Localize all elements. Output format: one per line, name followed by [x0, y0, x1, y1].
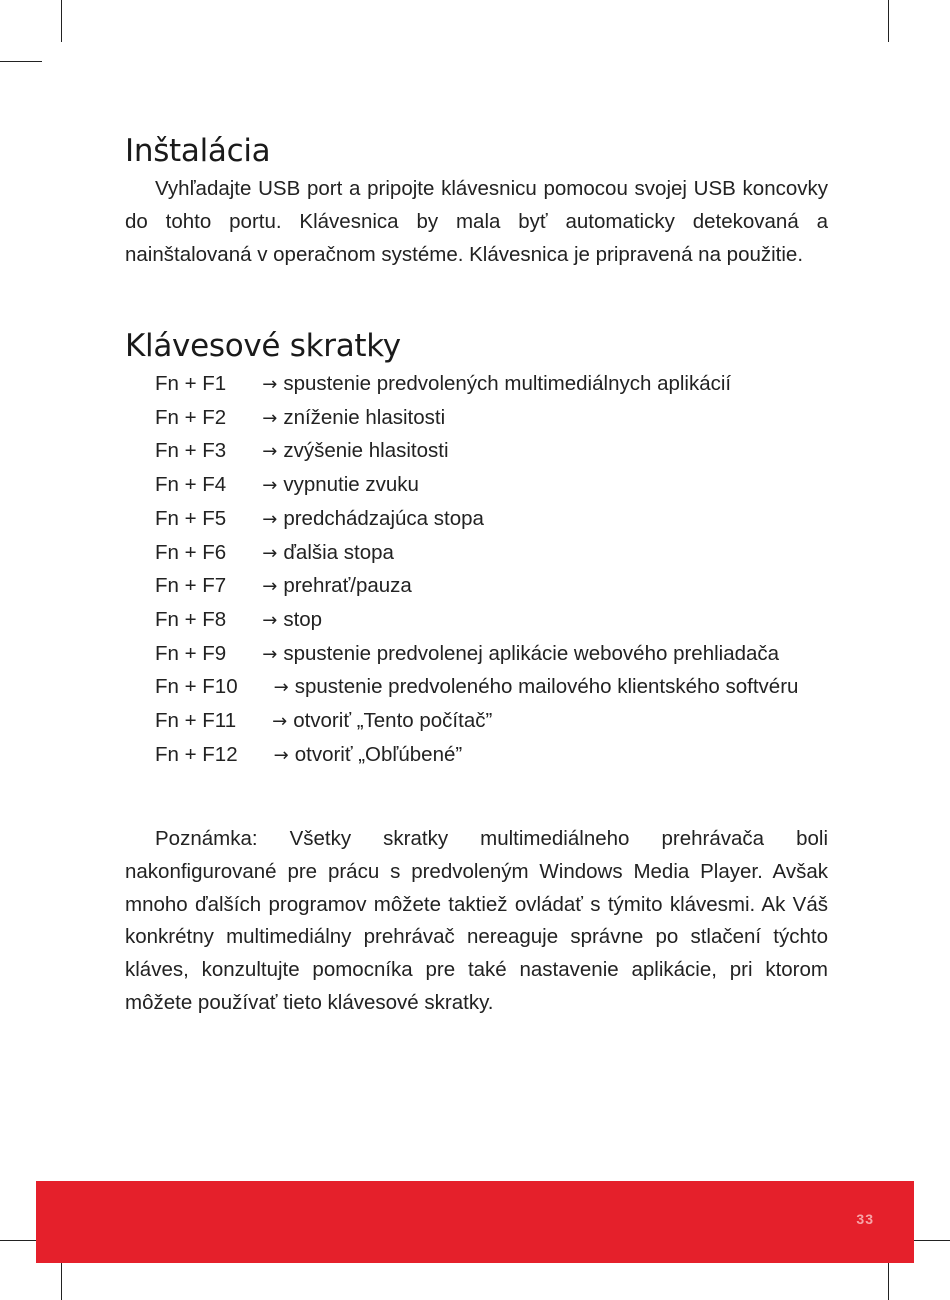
installation-heading: Inštalácia: [125, 133, 271, 169]
shortcut-action: otvoriť „Tento počítač”: [293, 709, 493, 733]
shortcut-keys: Fn + F1: [155, 372, 227, 395]
shortcut-action: predchádzajúca stopa: [283, 506, 484, 530]
page-number: 33: [856, 1211, 874, 1227]
shortcut-action: otvoriť „Obľúbené”: [294, 742, 463, 766]
shortcut-item: [125, 435, 828, 469]
shortcut-action: zvýšenie hlasitosti: [283, 439, 449, 463]
arrow-right-icon: →: [262, 508, 278, 530]
shortcut-item: [125, 537, 828, 571]
crop-mark: [908, 1240, 950, 1241]
arrow-right-icon: →: [273, 677, 289, 699]
shortcut-keys: Fn + F8: [155, 607, 227, 631]
note-paragraph: Poznámka: Všetky skratky multimediálneho prehrávača boli nakonfigurované pre prácu s predvoleným Windows Media Player. Avšak mnoho ďalších programov môžete taktiež ovládať s týmito klávesmi. Ak Váš konkrétny multimediálny prehrávač nereaguje správne po stlačení týchto kláves, konzultujte pomocníka pre také nastavenie aplikácie, pri ktorom môžete používať tieto klávesové skratky.: [125, 827, 828, 1014]
shortcut-item: [125, 705, 828, 739]
shortcut-keys: Fn + F2: [155, 405, 227, 429]
arrow-right-icon: →: [262, 374, 278, 395]
shortcut-action: prehrať/pauza: [283, 574, 412, 598]
shortcut-item: [125, 469, 828, 503]
shortcut-action: zníženie hlasitosti: [283, 405, 446, 429]
shortcut-keys: Fn + F9: [155, 641, 227, 665]
crop-mark: [888, 1258, 889, 1300]
shortcut-keys: Fn + F10: [155, 675, 238, 699]
shortcut-list: [125, 368, 828, 772]
shortcut-item: [125, 503, 828, 537]
shortcut-action: vypnutie zvuku: [283, 473, 419, 497]
arrow-right-icon: →: [262, 407, 278, 429]
shortcut-keys: Fn + F5: [155, 506, 227, 530]
shortcut-item: [125, 671, 828, 705]
arrow-right-icon: →: [262, 576, 278, 598]
installation-paragraph: Vyhľadajte USB port a pripojte klávesnicu pomocou svojej USB koncovky do tohto portu. Klávesnica by mala byť automaticky detekovaná a nainštalovaná v operačnom systéme. Klávesnica je pripravená na použitie.: [125, 177, 828, 266]
shortcut-action: stop: [283, 607, 323, 631]
crop-mark: [0, 61, 42, 62]
shortcut-item: [125, 402, 828, 436]
shortcut-action: spustenie predvolených multimediálnych aplikácií: [283, 372, 732, 395]
arrow-right-icon: →: [262, 542, 278, 564]
shortcut-item: [125, 739, 828, 773]
arrow-right-icon: →: [262, 475, 278, 497]
shortcuts-heading: Klávesové skratky: [125, 328, 401, 364]
shortcut-action: spustenie predvolenej aplikácie webového prehliadača: [283, 641, 780, 665]
arrow-right-icon: →: [262, 441, 278, 463]
shortcut-item: [125, 570, 828, 604]
shortcut-keys: Fn + F6: [155, 540, 227, 564]
crop-mark: [61, 0, 62, 42]
shortcut-keys: Fn + F11: [155, 709, 237, 733]
shortcut-item: [125, 368, 828, 402]
shortcut-action: spustenie predvoleného mailového klientského softvéru: [294, 675, 799, 699]
shortcut-action: ďalšia stopa: [283, 540, 394, 564]
arrow-right-icon: →: [273, 744, 289, 766]
shortcut-keys: Fn + F3: [155, 439, 227, 463]
arrow-right-icon: →: [262, 643, 278, 665]
shortcut-keys: Fn + F4: [155, 473, 227, 497]
shortcut-item: [125, 604, 828, 638]
arrow-right-icon: →: [272, 711, 288, 733]
shortcut-item: [125, 638, 828, 672]
footer-bar: [36, 1181, 914, 1263]
arrow-right-icon: →: [262, 609, 278, 631]
shortcut-keys: Fn + F12: [155, 742, 238, 766]
crop-mark: [888, 0, 889, 42]
crop-mark: [61, 1258, 62, 1300]
shortcut-keys: Fn + F7: [155, 574, 227, 598]
